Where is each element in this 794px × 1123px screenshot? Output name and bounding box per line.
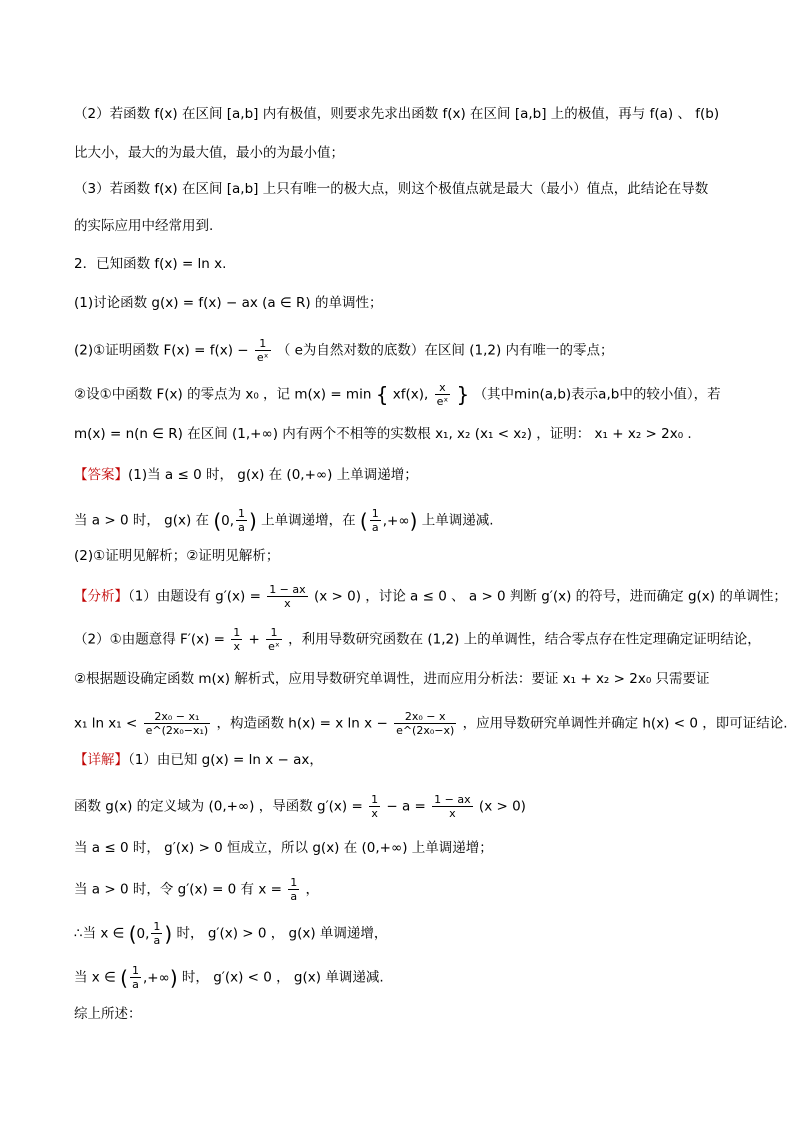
- line-7: [74, 337, 614, 364]
- numerator: 1 − ax: [269, 583, 306, 596]
- text: 上单调递减.: [421, 512, 494, 529]
- text: ,+∞: [142, 969, 170, 986]
- text: 综上所述：: [74, 1006, 142, 1022]
- detail-line-7: [74, 1004, 142, 1024]
- text: （2）①由题意得 F′(x) =: [74, 631, 225, 648]
- answer-line-3: [74, 546, 279, 566]
- numerator: 1: [131, 964, 139, 977]
- analysis-line-4: [74, 710, 788, 737]
- text: 当 a > 0 时， g(x) 在: [74, 512, 210, 529]
- detail-line-5: [74, 920, 387, 947]
- line-9: [74, 424, 692, 444]
- analysis-line-2: （2）①由题意得 F′(x) = $\frac{1}{x}$ + $\frac{1}{\text{eˣ}}$ ，利用导数研究函数在 (1,2) 上的单调性，结合零点存在性定理确定证明结论，: [74, 626, 761, 653]
- denominator: x: [284, 597, 291, 610]
- denominator: eˣ: [436, 395, 449, 408]
- paren: ): [169, 965, 178, 990]
- text: (1)讨论函数 g(x) = f(x) − ax (a ∈ R) 的单调性；: [74, 295, 383, 311]
- denominator: a: [290, 890, 298, 903]
- text: ∴当 x ∈: [74, 925, 125, 942]
- detail-label: 【详解】: [74, 752, 128, 768]
- paren: ): [409, 508, 418, 533]
- interval: [128, 920, 173, 947]
- fraction: [144, 710, 211, 737]
- line-8: [74, 381, 721, 408]
- interval: [213, 507, 257, 534]
- denominator: a: [238, 521, 245, 534]
- text: ，应用导数研究单调性并确定 h(x) < 0 ，即可证结论.: [462, 715, 788, 732]
- text: 0,: [136, 925, 150, 942]
- fraction: [266, 626, 282, 653]
- paren: (: [213, 508, 222, 533]
- fraction: [369, 793, 380, 820]
- text: 时， g′(x) > 0 ， g(x) 单调递增，: [176, 925, 388, 942]
- text: 当 x ∈: [74, 969, 116, 986]
- text: 的实际应用中经常用到.: [74, 218, 214, 234]
- numerator: 1: [233, 626, 241, 639]
- interval: [359, 507, 418, 534]
- brace: {: [375, 382, 389, 407]
- denominator: x: [449, 807, 456, 820]
- denominator: eˣ: [256, 351, 269, 364]
- text: （1）由题设有 g′(x) =: [128, 588, 261, 605]
- fraction: [236, 507, 247, 534]
- denominator: a: [132, 978, 139, 991]
- numerator: 1: [290, 876, 298, 889]
- numerator: 2x₀ − x₁: [144, 710, 211, 724]
- fraction: [288, 876, 299, 903]
- fraction: [394, 710, 456, 737]
- interval: [120, 964, 178, 991]
- numerator: x: [435, 381, 451, 395]
- brace: }: [456, 382, 470, 407]
- denominator: x: [233, 640, 240, 653]
- fraction: [370, 507, 381, 534]
- text: ②根据题设确定函数 m(x) 解析式，应用导数研究单调性，进而应用分析法：要证 x₁ + x₂ > 2x₀ 只需要证: [74, 671, 710, 687]
- text: ，构造函数 h(x) = x ln x −: [216, 715, 388, 732]
- text: (x > 0): [478, 798, 526, 815]
- paren: (: [359, 508, 368, 533]
- denominator: e^(2x₀−x₁): [145, 724, 209, 737]
- fraction: [435, 381, 451, 408]
- text: （ e为自然对数的底数）在区间 (1,2) 内有唯一的零点；: [276, 342, 614, 359]
- text: 2．已知函数 f(x) = ln x.: [74, 256, 227, 272]
- numerator: 1: [371, 507, 379, 520]
- line-2: [74, 143, 344, 163]
- detail-line-3: [74, 838, 493, 858]
- numerator: 1: [153, 920, 161, 933]
- numerator: 1 − ax: [434, 793, 471, 806]
- fraction: [432, 793, 472, 820]
- numerator: 1: [371, 793, 379, 806]
- text: 当 a ≤ 0 时， g′(x) > 0 恒成立，所以 g(x) 在 (0,+∞) 上单调递增；: [74, 840, 493, 856]
- analysis-line-3: [74, 669, 710, 689]
- text: ，利用导数研究函数在 (1,2) 上的单调性，结合零点存在性定理确定证明结论，: [288, 631, 761, 648]
- paren: (: [128, 921, 137, 946]
- text: 当 a > 0 时，令 g′(x) = 0 有 x =: [74, 881, 282, 898]
- fraction: [130, 964, 141, 991]
- text: (2)①证明见解析；②证明见解析；: [74, 548, 280, 564]
- text: （1）由已知 g(x) = ln x − ax，: [128, 752, 323, 768]
- line-5: [74, 254, 226, 274]
- detail-line-4: [74, 876, 319, 903]
- text: − a =: [386, 798, 426, 815]
- numerator: 1: [255, 337, 271, 351]
- text: (2)①证明函数 F(x) = f(x) −: [74, 342, 249, 359]
- analysis-line-1: [74, 583, 787, 610]
- text: （其中min(a,b)表示a,b中的较小值），若: [473, 386, 721, 403]
- paren: ): [249, 508, 257, 533]
- paren: (: [120, 965, 128, 990]
- text: 比大小，最大的为最大值，最小的为最小值；: [74, 145, 344, 161]
- answer-label: 【答案】: [74, 467, 128, 483]
- text: （2）若函数 f(x) 在区间 [a,b] 内有极值，则要求先求出函数 f(x) 在区间 [a,b] 上的极值，再与 f(a) 、 f(b): [74, 106, 720, 122]
- detail-line-1: [74, 750, 323, 770]
- line-1: [74, 104, 719, 124]
- fraction: [231, 626, 242, 653]
- text: (1)当 a ≤ 0 时， g(x) 在 (0,+∞) 上单调递增；: [128, 467, 418, 483]
- detail-line-2: [74, 793, 526, 820]
- text: 函数 g(x) 的定义域为 (0,+∞) ，导函数 g′(x) =: [74, 798, 363, 815]
- analysis-label: 【分析】: [74, 588, 128, 605]
- denominator: a: [153, 934, 161, 947]
- text: 上单调递增，在: [261, 512, 356, 529]
- text: m(x) = n(n ∈ R) 在区间 (1,+∞) 内有两个不相等的实数根 x₁, x₂ (x₁ < x₂) ，证明： x₁ + x₂ > 2x₀ .: [74, 426, 692, 442]
- text: ,+∞: [382, 512, 410, 529]
- text: (x > 0) ，讨论 a ≤ 0 、 a > 0 判断 g′(x) 的符号，进而确定 g(x) 的单调性；: [313, 588, 787, 605]
- denominator: a: [371, 521, 379, 534]
- fraction: [151, 920, 162, 947]
- denominator: eˣ: [268, 640, 280, 653]
- line-6: [74, 293, 382, 313]
- fraction: [267, 583, 307, 610]
- denominator: e^(2x₀−x): [396, 724, 455, 737]
- text: 时， g′(x) < 0 ， g(x) 单调递减.: [181, 969, 384, 986]
- paren: ): [164, 921, 173, 946]
- fraction: [255, 337, 271, 364]
- text: x₁ ln x₁ <: [74, 715, 138, 732]
- text: 0,: [221, 512, 235, 529]
- text: ，: [305, 881, 320, 898]
- text: xf(x),: [392, 386, 429, 403]
- text: （3）若函数 f(x) 在区间 [a,b] 上只有唯一的极大点，则这个极值点就是最大（最小）值点，此结论在导数: [74, 181, 709, 197]
- answer-line-1: [74, 465, 418, 485]
- numerator: 1: [266, 626, 282, 640]
- line-4: [74, 216, 213, 236]
- detail-line-6: [74, 964, 384, 991]
- numerator: 1: [238, 507, 246, 520]
- answer-line-2: [74, 507, 494, 534]
- denominator: x: [371, 807, 378, 820]
- line-3: [74, 179, 708, 199]
- numerator: 2x₀ − x: [394, 710, 456, 724]
- text: ②设①中函数 F(x) 的零点为 x₀ ，记 m(x) = min: [74, 386, 372, 403]
